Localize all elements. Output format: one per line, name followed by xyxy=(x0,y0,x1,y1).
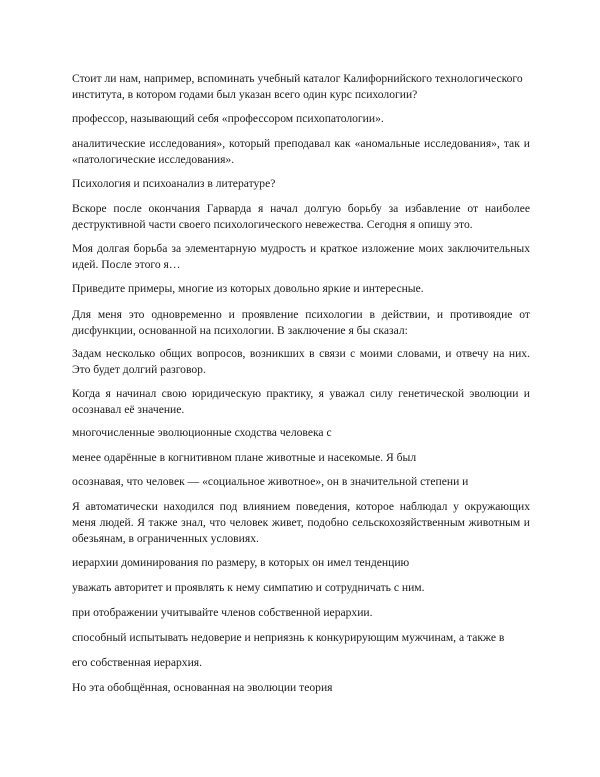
text-line: Приведите примеры, многие из которых довольно яркие и интересные. xyxy=(72,282,424,295)
paragraph xyxy=(72,201,530,233)
paragraph xyxy=(72,680,530,696)
text-line: «патологические исследования». xyxy=(72,153,235,166)
text-line: многочисленные эволюционные сходства человека с xyxy=(72,426,332,439)
paragraph xyxy=(72,655,530,671)
text-line: института, в котором годами был указан всего один курс психологии? xyxy=(72,88,418,101)
paragraph xyxy=(72,474,530,490)
paragraph xyxy=(72,71,530,103)
paragraph xyxy=(72,111,530,127)
text-line: уважать авторитет и проявлять к нему симпатию и сотрудничать с ним. xyxy=(72,581,425,594)
paragraph xyxy=(72,241,530,273)
text-line: Я автоматически находился под влиянием поведения, которое наблюдал у окружающих xyxy=(72,500,530,513)
text-line: осознавая, что человек — «социальное животное», он в значительной степени и xyxy=(72,475,469,488)
paragraph xyxy=(72,425,530,441)
text-line: дисфункции, основанной на психологии. В заключение я бы сказал: xyxy=(72,324,408,337)
text-line: Для меня это одновременно и проявление психологии в действии, и противоядие от xyxy=(72,308,530,321)
text-line: меня людей. Я также знал, что человек живет, подобно сельскохозяйственным животным и xyxy=(72,516,530,529)
text-line: профессор, называющий себя «профессором психопатологии». xyxy=(72,112,384,125)
text-line: Когда я начинал свою юридическую практику, я уважал силу генетической эволюции и xyxy=(72,387,530,400)
paragraph xyxy=(72,580,530,596)
text-line: иерархии доминирования по размеру, в которых он имел тенденцию xyxy=(72,556,410,569)
text-line: Вскоре после окончания Гарварда я начал долгую борьбу за избавление от наиболее xyxy=(72,202,530,215)
paragraph xyxy=(72,450,530,466)
paragraph xyxy=(72,346,530,378)
paragraph xyxy=(72,281,530,297)
paragraph xyxy=(72,499,530,547)
paragraph xyxy=(72,630,530,646)
paragraph xyxy=(72,555,530,571)
text-line: идей. После этого я… xyxy=(72,258,181,271)
text-line: при отображении учитывайте членов собственной иерархии. xyxy=(72,606,373,619)
paragraph xyxy=(72,176,530,192)
text-line: обезьянам, в ограниченных условиях. xyxy=(72,532,259,545)
paragraph xyxy=(72,136,530,168)
text-line: деструктивной части своего психологического невежества. Сегодня я опишу это. xyxy=(72,218,473,231)
text-line: Но эта обобщённая, основанная на эволюции теория xyxy=(72,681,333,694)
paragraph xyxy=(72,605,530,621)
text-line: Задам несколько общих вопросов, возникших в связи с моими словами, и отвечу на них. xyxy=(72,347,530,360)
text-line: Психология и психоанализ в литературе? xyxy=(72,177,276,190)
text-line: аналитические исследования», который преподавал как «аномальные исследования», так и xyxy=(72,137,530,150)
text-line: Это будет долгий разговор. xyxy=(72,363,206,376)
text-line: способный испытывать недоверие и неприязнь к конкурирующим мужчинам, а также в xyxy=(72,631,505,644)
paragraph xyxy=(72,386,530,418)
paragraph xyxy=(72,307,530,339)
text-line: осознавал её значение. xyxy=(72,403,185,416)
text-line: его собственная иерархия. xyxy=(72,656,203,669)
text-line: менее одарённые в когнитивном плане животные и насекомые. Я был xyxy=(72,451,417,464)
text-line: Моя долгая борьба за элементарную мудрость и краткое изложение моих заключительных xyxy=(72,242,530,255)
text-line: Стоит ли нам, например, вспоминать учебный каталог Калифорнийского технологического xyxy=(72,72,523,85)
